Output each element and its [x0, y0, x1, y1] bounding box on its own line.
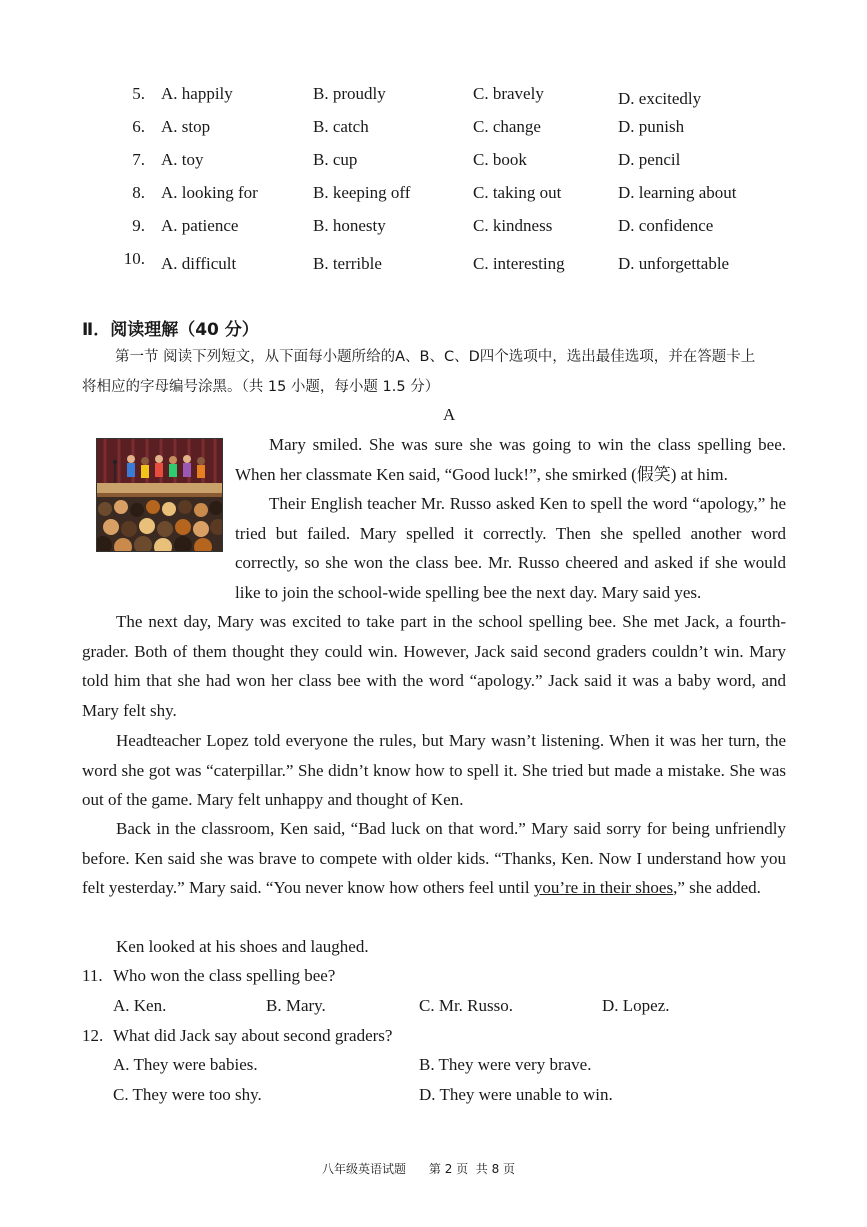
passage-paragraph-1: Mary smiled. She was sure she was going to win the class spelling bee. When her classmate Ken said, “Good luck!”, she smirked (假笑) at him. — [235, 435, 786, 484]
passage-paragraph-6: Ken looked at his shoes and laughed. — [116, 937, 369, 956]
option-a: A. patience — [161, 216, 239, 235]
option-row-number: 5. — [132, 84, 145, 103]
question-option-c: C. They were too shy. — [113, 1085, 262, 1104]
passage-paragraph-5 — [82, 814, 786, 903]
page-footer: 八年级英语试题 第 2 页 共 8 页 — [322, 1162, 516, 1176]
question-option-d: D. They were unable to win. — [419, 1085, 613, 1104]
option-b: B. honesty — [313, 216, 386, 235]
option-row-number: 6. — [132, 117, 145, 136]
option-a: A. difficult — [161, 254, 237, 273]
question-number: 11. — [82, 966, 103, 985]
option-b: B. terrible — [313, 254, 382, 273]
option-row-number: 8. — [132, 183, 145, 202]
section-instruction-line1: 第一节 阅读下列短文，从下面每小题所给的A、B、C、D四个选项中，选出最佳选项，并在答题卡上 — [115, 349, 756, 365]
passage-label: A — [443, 405, 456, 424]
question-option-d: D. Lopez. — [602, 996, 670, 1015]
question-option-a: A. They were babies. — [113, 1055, 258, 1074]
question-stem: Who won the class spelling bee? — [113, 966, 336, 985]
option-a: A. looking for — [161, 183, 258, 202]
option-b: B. keeping off — [313, 183, 411, 202]
question-number: 12. — [82, 1026, 104, 1045]
option-row-number: 9. — [132, 216, 145, 235]
question-option-c: C. Mr. Russo. — [419, 996, 513, 1015]
option-c: C. kindness — [473, 216, 553, 235]
option-c: C. change — [473, 117, 541, 136]
image-spacer — [82, 489, 235, 578]
option-d: D. punish — [618, 117, 685, 136]
option-b: B. catch — [313, 117, 369, 136]
question-option-b: B. Mary. — [266, 996, 326, 1015]
option-c: C. interesting — [473, 254, 565, 273]
option-b: B. cup — [313, 150, 358, 169]
option-a: A. happily — [161, 84, 233, 103]
paragraph-5-text-end: ,” she added. — [673, 878, 761, 898]
section-instruction-line2: 将相应的字母编号涂黑。（共 15 小题，每小题 1.5 分） — [82, 379, 440, 395]
paragraph-5-text-start: Back in the classroom, Ken said, “Bad luck on that word.” Mary said sorry for being unfriendly before. Ken said she was brave to compete with older kids. “Thanks, Ken. Now I understand how you felt yesterday.” Mary said. “You never know how others feel until — [82, 819, 786, 898]
option-c: C. book — [473, 150, 527, 169]
option-b: B. proudly — [313, 84, 386, 103]
question-option-a: A. Ken. — [113, 996, 167, 1015]
option-c: C. taking out — [473, 183, 562, 202]
option-d: D. unforgettable — [618, 254, 730, 273]
option-a: A. toy — [161, 150, 204, 169]
option-c: C. bravely — [473, 84, 544, 103]
question-option-b: B. They were very brave. — [419, 1055, 592, 1074]
passage-paragraph-3: The next day, Mary was excited to take part in the school spelling bee. She met Jack, a fourth-grader. Both of them thought they could win. However, Jack said second graders couldn’t win. Mary told him that she had won her class bee with the word “apology.” Jack said it was a baby word, and Mary felt shy. — [82, 612, 786, 720]
option-d: D. pencil — [618, 150, 681, 169]
option-d: D. learning about — [618, 183, 737, 202]
passage-paragraph-2: Their English teacher Mr. Russo asked Ken to spell the word “apology,” he tried but failed. Mary spelled it correctly. Then she spelled another word correctly, so she won the class bee. Mr. Russo cheered and asked if she would like to join the school-wide spelling bee the next day. Mary said yes. — [235, 494, 786, 602]
underlined-phrase: you’re in their shoes — [533, 878, 674, 898]
option-row-number: 7. — [132, 150, 145, 169]
option-row-number: 10. — [123, 249, 145, 268]
passage-paragraph-2-wrap — [82, 489, 786, 607]
option-d: D. confidence — [618, 216, 714, 235]
option-a: A. stop — [161, 117, 211, 136]
passage-paragraph-4: Headteacher Lopez told everyone the rules, but Mary wasn’t listening. When it was her turn, the word she got was “caterpillar.” She didn’t know how to spell it. She tried but made a mistake. She was out of the game. Mary felt unhappy and thought of Ken. — [82, 731, 786, 810]
question-stem: What did Jack say about second graders? — [113, 1026, 393, 1045]
section-title: Ⅱ．阅读理解（40 分） — [82, 320, 259, 340]
option-d: D. excitedly — [618, 89, 702, 108]
